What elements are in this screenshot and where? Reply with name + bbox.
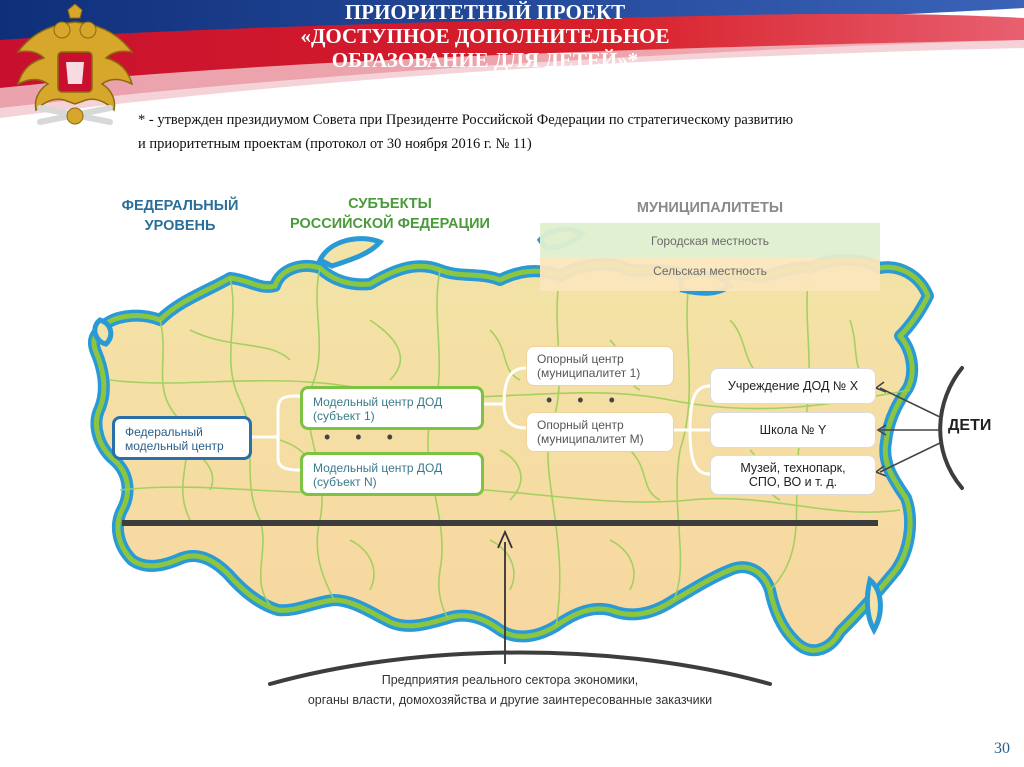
footnote-line-1: * - утвержден президиумом Совета при Президенте Российской Федерации по стратегическому развитию [138, 112, 794, 128]
model-center-subject-1-box [300, 386, 484, 430]
title-line-3: ОБРАЗОВАНИЕ ДЛЯ ДЕТЕЙ»* [331, 48, 639, 72]
municipal-level-heading: МУНИЦИПАЛИТЕТЫ [636, 200, 784, 216]
children-label: ДЕТИ [948, 417, 992, 434]
urban-band-label: Городская местность [651, 234, 769, 248]
support-center-m-line-2: (муниципалитет М) [537, 432, 644, 446]
subjects-level-line-1: СУБЪЕКТЫ [348, 196, 432, 212]
support-center-1-box [526, 346, 674, 386]
stakeholders-line-2: органы власти, домохозяйства и другие заинтересованные заказчики [307, 693, 713, 707]
model-center-1-line-2: (субъект 1) [313, 409, 375, 423]
model-center-1-line-1: Модельный центр ДОД [313, 395, 443, 409]
federal-level-line-1: ФЕДЕРАЛЬНЫЙ [121, 198, 239, 214]
model-center-n-line-2: (субъект N) [313, 475, 377, 489]
support-center-1-line-2: (муниципалитет 1) [537, 366, 641, 380]
federal-center-line-2: модельный центр [125, 439, 224, 453]
stakeholders-text [260, 670, 760, 710]
footnote-line-2: и приоритетным проектам (протокол от 30 ноября 2016 г. № 11) [138, 136, 532, 152]
museum-line-2: СПО, ВО и т. д. [748, 475, 838, 489]
municipal-ellipsis: • • • [546, 390, 625, 410]
museum-box [710, 455, 876, 495]
subjects-level-line-2: РОССИЙСКОЙ ФЕДЕРАЦИИ [290, 216, 490, 232]
model-center-n-line-1: Модельный центр ДОД [313, 461, 443, 475]
title-line-1: ПРИОРИТЕТНЫЙ ПРОЕКТ [344, 0, 626, 24]
support-center-m-line-1: Опорный центр [537, 418, 624, 432]
stakeholders-line-1: Предприятия реального сектора экономики, [381, 673, 639, 687]
school-y-box: Школа № Y [710, 412, 876, 448]
subjects-ellipsis: • • • [324, 427, 403, 447]
institution-x-box: Учреждение ДОД № X [710, 368, 876, 404]
model-center-subject-n-box [300, 452, 484, 496]
title-line-2: «ДОСТУПНОЕ ДОПОЛНИТЕЛЬНОЕ [300, 24, 670, 48]
support-center-1-line-1: Опорный центр [537, 352, 624, 366]
rural-band-label: Сельская местность [653, 264, 767, 278]
federal-center-line-1: Федеральный [125, 425, 203, 439]
federal-level-line-2: УРОВЕНЬ [144, 218, 216, 234]
support-center-m-box [526, 412, 674, 452]
federal-model-center-box [112, 416, 252, 460]
museum-line-1: Музей, технопарк, [740, 461, 846, 475]
page-number: 30 [994, 740, 1010, 757]
